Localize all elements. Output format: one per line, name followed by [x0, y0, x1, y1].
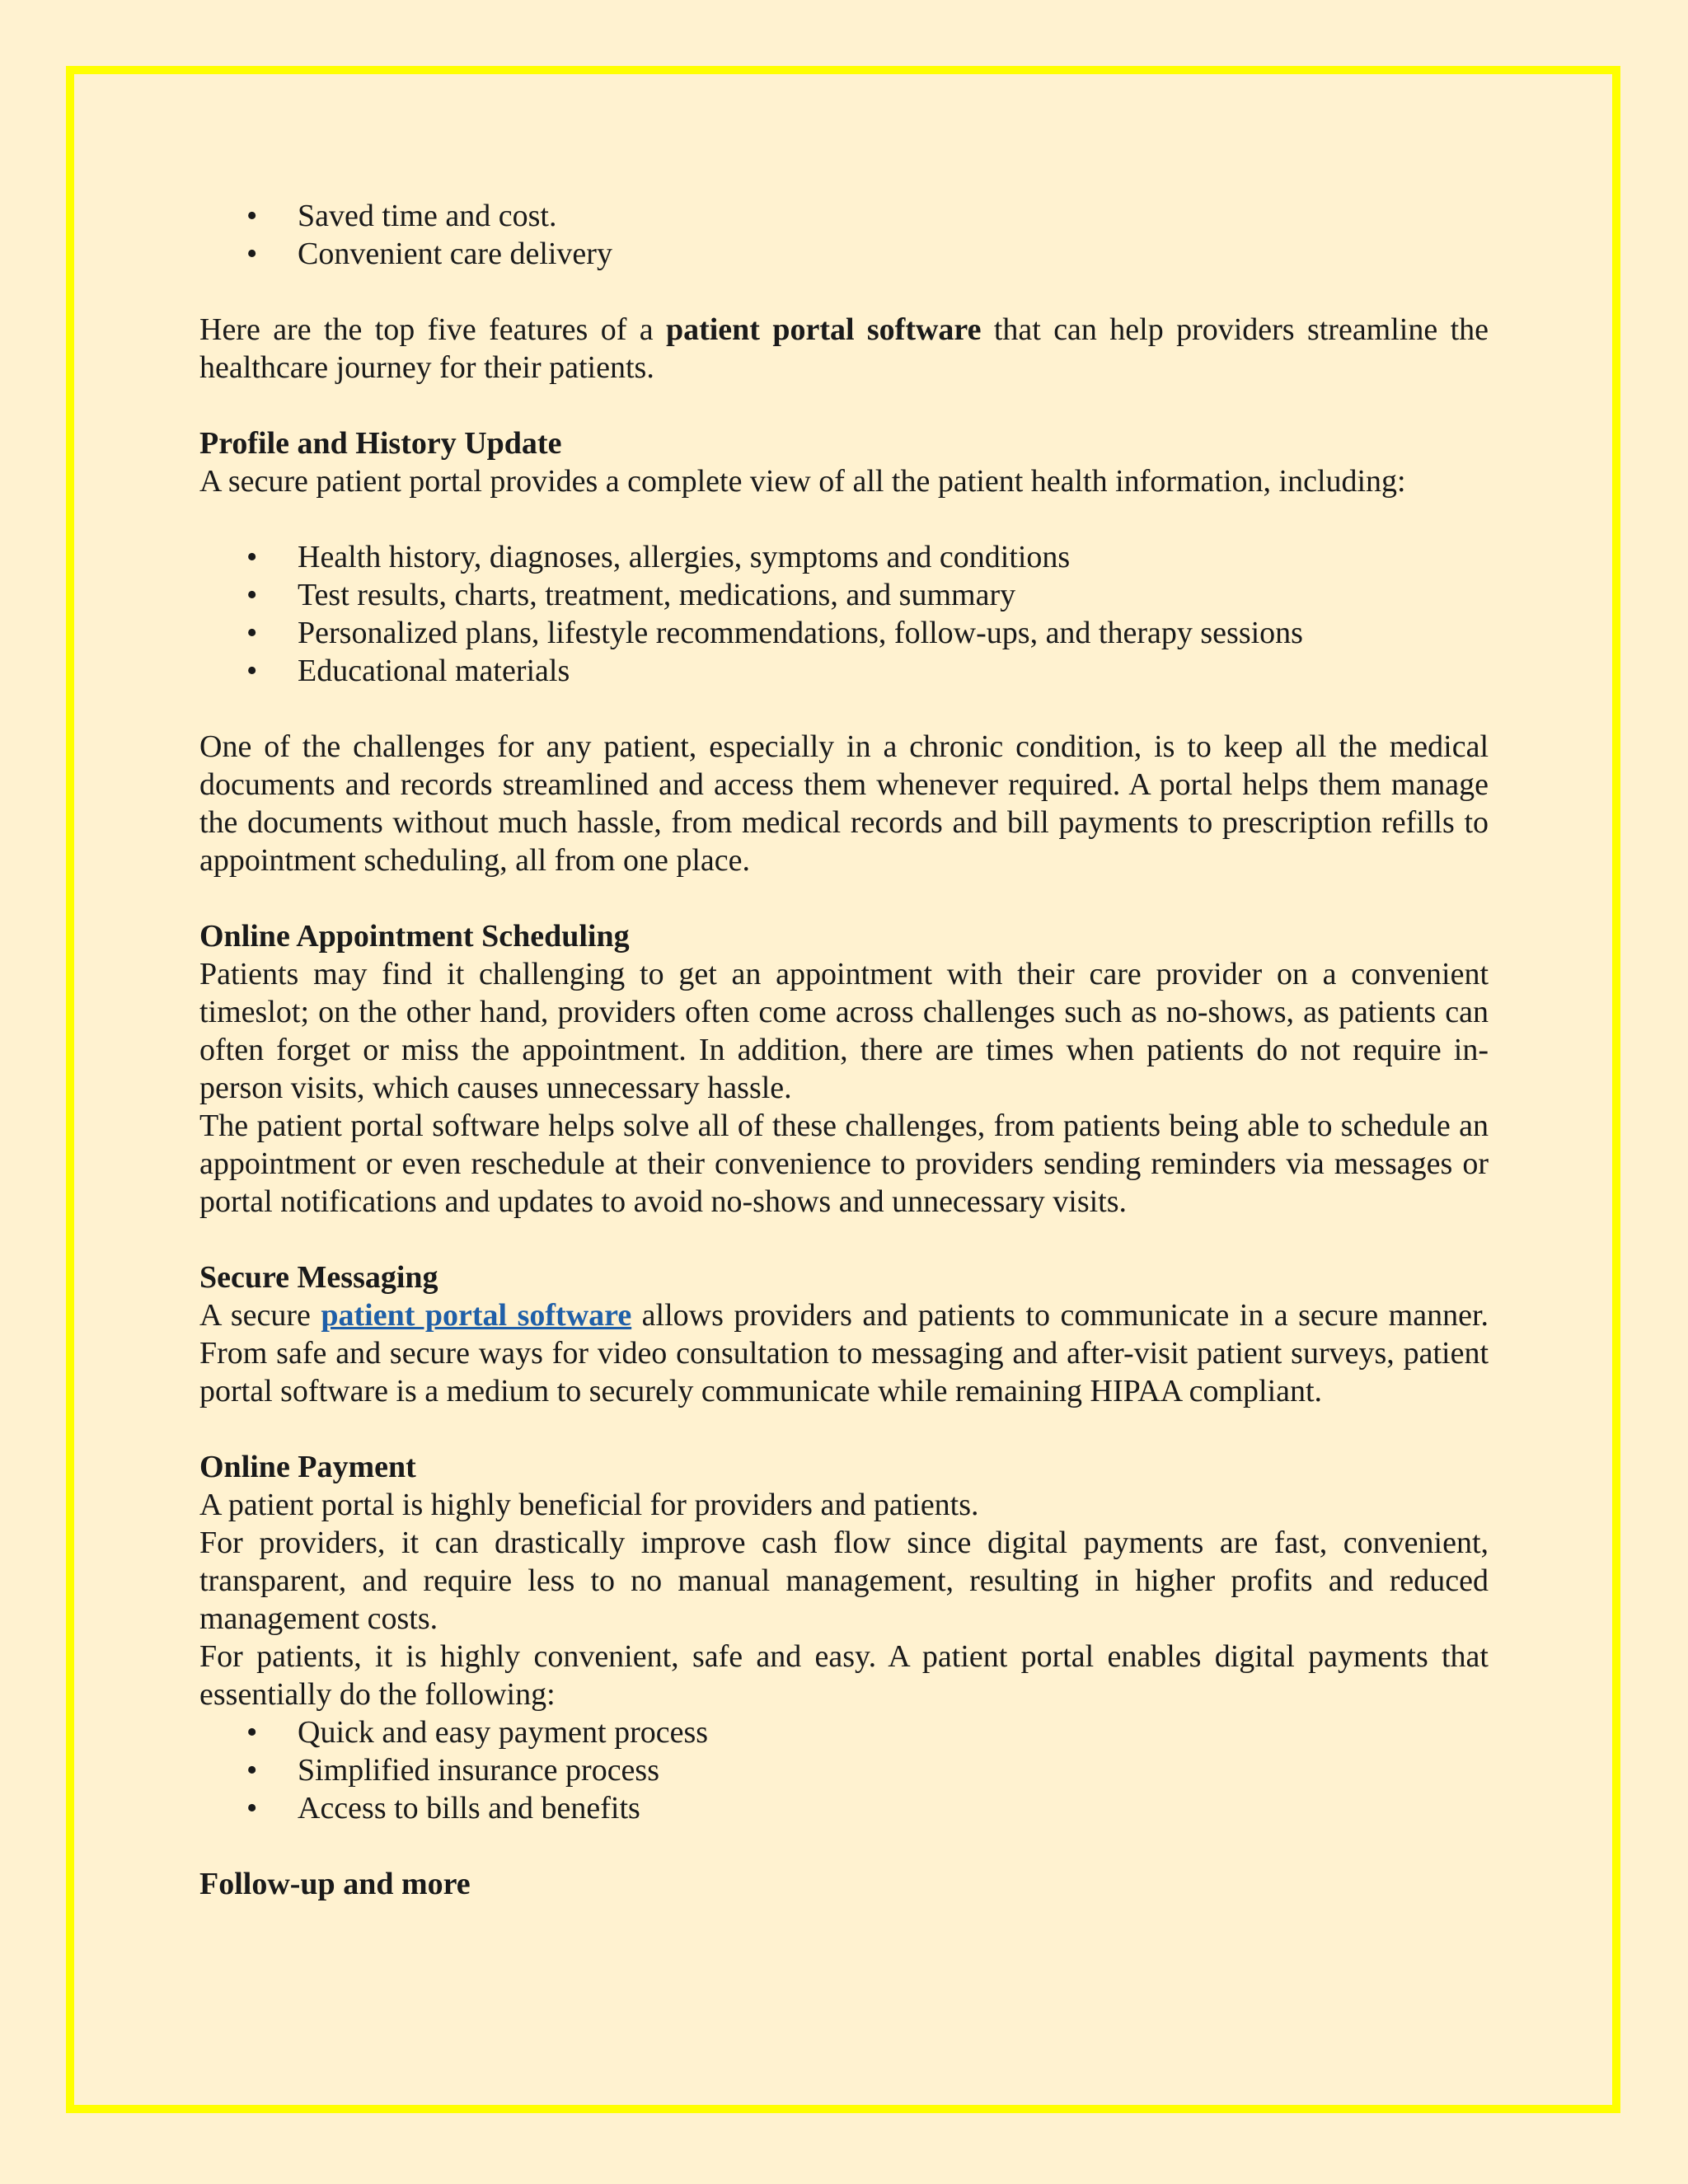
- scheduling-paragraph-1: Patients may find it challenging to get an appointment with their care provider on a convenient timeslot; on the other hand, providers often come across challenges such as no-shows, as patients can often forget or miss the appointment. In addition, there are times when patients do not require in-person visits, which causes unnecessary hassle.: [199, 957, 1489, 1105]
- intro-paragraph: [199, 311, 1489, 387]
- payment-paragraph-1: A patient portal is highly beneficial for providers and patients.: [199, 1488, 979, 1522]
- scheduling-paragraph-2: The patient portal software helps solve all of these challenges, from patients being able to schedule an appointment or even reschedule at their convenience to providers sending reminders via messages or portal notifications and updates to avoid no-shows and unnecessary visits.: [199, 1108, 1489, 1219]
- payment-paragraph-3: For patients, it is highly convenient, safe and easy. A patient portal enables digital payments that essentially do the following:: [199, 1639, 1489, 1712]
- scheduling-heading: Online Appointment Scheduling: [199, 919, 630, 954]
- messaging-text-after: allows providers and patients to communicate in a secure manner. From safe and secure ways for video consultation to messaging and after-visit patient surveys, patient portal software is a medium to securely communicate while remaining HIPAA compliant.: [199, 1298, 1489, 1408]
- payment-benefits-list: [199, 1713, 1489, 1827]
- intro-text-before: Here are the top five features of a: [199, 312, 666, 347]
- list-item: • Access to bills and benefits: [199, 1789, 1489, 1827]
- intro-benefits-list: [199, 197, 1489, 273]
- patient-portal-software-link[interactable]: patient portal software: [321, 1298, 632, 1333]
- list-item: • Saved time and cost.: [199, 197, 1489, 235]
- list-item: • Quick and easy payment process: [199, 1713, 1489, 1751]
- list-item: • Test results, charts, treatment, medications, and summary: [199, 576, 1489, 614]
- profile-lead: A secure patient portal provides a complete view of all the patient health information, including:: [199, 464, 1406, 499]
- intro-text-after: that can help providers streamline the healthcare journey for their patients.: [199, 312, 1489, 385]
- payment-paragraph-2: For providers, it can drastically improve cash flow since digital payments are fast, convenient, transparent, and require less to no manual management, resulting in higher profits and reduced management costs.: [199, 1526, 1489, 1636]
- list-item: • Educational materials: [199, 652, 1489, 690]
- list-item: • Personalized plans, lifestyle recommendations, follow-ups, and therapy sessions: [199, 614, 1489, 652]
- messaging-heading: Secure Messaging: [199, 1260, 438, 1295]
- list-item: • Convenient care delivery: [199, 235, 1489, 273]
- profile-body: One of the challenges for any patient, especially in a chronic condition, is to keep all the medical documents and records streamlined and access them whenever required. A portal helps them manage the documents without much hassle, from medical records and bill payments to prescription refills to appointment scheduling, all from one place.: [199, 729, 1489, 878]
- payment-heading: Online Payment: [199, 1450, 416, 1484]
- intro-bold-term: patient portal software: [665, 312, 982, 347]
- messaging-text-before: A secure: [199, 1298, 321, 1333]
- profile-heading: Profile and History Update: [199, 426, 562, 461]
- list-item: • Health history, diagnoses, allergies, symptoms and conditions: [199, 538, 1489, 576]
- messaging-paragraph: [199, 1296, 1489, 1410]
- list-item: • Simplified insurance process: [199, 1751, 1489, 1789]
- profile-info-list: [199, 538, 1489, 690]
- followup-heading: Follow-up and more: [199, 1867, 471, 1901]
- document-body: [199, 197, 1489, 1903]
